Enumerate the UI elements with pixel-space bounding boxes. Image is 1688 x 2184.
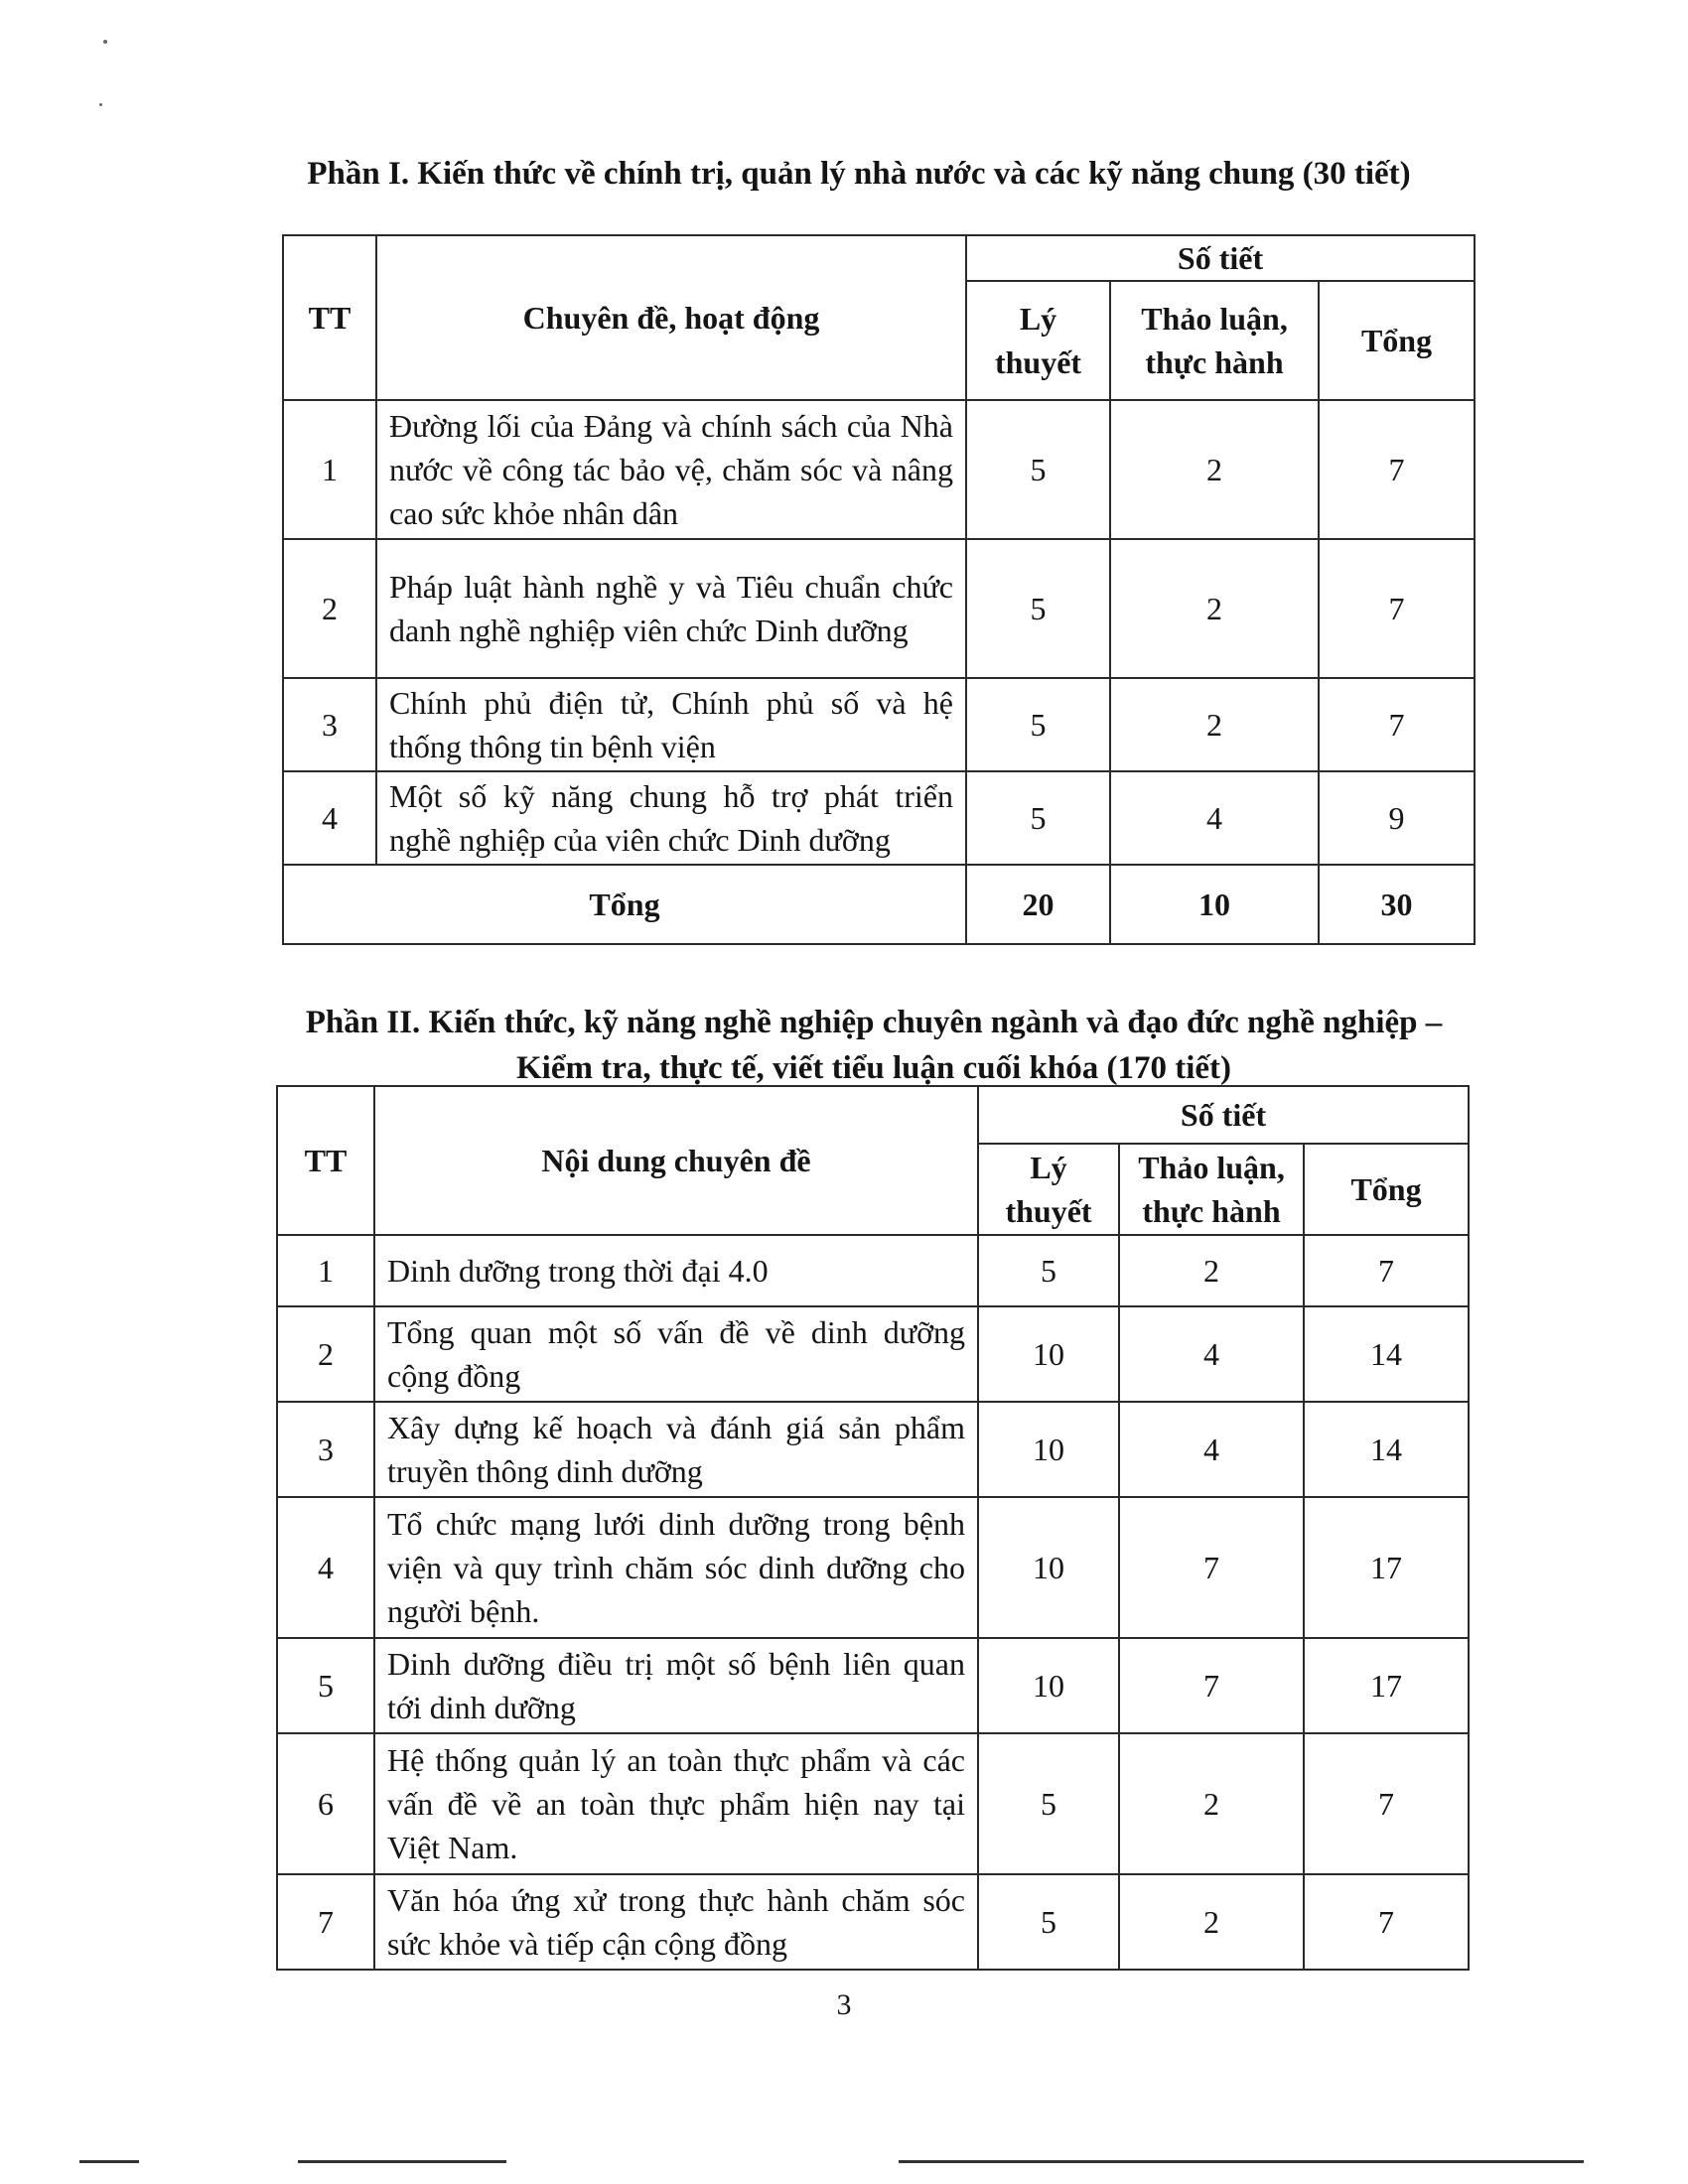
table-row xyxy=(283,400,1475,539)
section1-title: Phần I. Kiến thức về chính trị, quản lý nhà nước và các kỹ năng chung (30 tiết) xyxy=(307,156,1411,192)
row-total: 9 xyxy=(1319,771,1475,865)
header-tt: TT xyxy=(277,1086,374,1235)
row-theory: 5 xyxy=(966,678,1110,771)
table-row xyxy=(277,1402,1469,1497)
header-tt: TT xyxy=(283,235,376,400)
row-practice: 2 xyxy=(1119,1733,1304,1874)
row-theory: 5 xyxy=(966,539,1110,678)
row-tt: 6 xyxy=(277,1733,374,1874)
row-theory: 5 xyxy=(966,771,1110,865)
row-topic: Chính phủ điện tử, Chính phủ số và hệ thống thông tin bệnh viện xyxy=(376,678,966,771)
row-total: 7 xyxy=(1304,1733,1469,1874)
header-periods: Số tiết xyxy=(978,1086,1469,1144)
table-row xyxy=(277,1733,1469,1874)
row-practice: 2 xyxy=(1110,678,1319,771)
row-tt: 3 xyxy=(277,1402,374,1497)
row-practice: 2 xyxy=(1119,1874,1304,1970)
row-topic: Dinh dưỡng trong thời đại 4.0 xyxy=(374,1235,978,1306)
table-row xyxy=(277,1235,1469,1306)
row-topic: Tổ chức mạng lưới dinh dưỡng trong bệnh viện và quy trình chăm sóc dinh dưỡng cho người bệnh. xyxy=(374,1497,978,1638)
table-row xyxy=(283,771,1475,865)
total-theory: 20 xyxy=(966,865,1110,944)
page-number: 3 xyxy=(836,1988,852,2021)
row-theory: 5 xyxy=(966,400,1110,539)
row-topic: Tổng quan một số vấn đề về dinh dưỡng cộng đồng xyxy=(374,1306,978,1402)
table-row xyxy=(283,539,1475,678)
row-tt: 1 xyxy=(283,400,376,539)
row-theory: 10 xyxy=(978,1497,1119,1638)
total-label: Tổng xyxy=(283,865,966,944)
table-row xyxy=(277,1497,1469,1638)
table-total-row xyxy=(283,865,1475,944)
header-theory: Lý thuyết xyxy=(978,1144,1119,1235)
row-tt: 1 xyxy=(277,1235,374,1306)
section2-title: Phần II. Kiến thức, kỹ năng nghề nghiệp chuyên ngành và đạo đức nghề nghiệp – Kiểm tra, thực tế, viết tiểu luận cuối khóa (170 tiết) xyxy=(305,1005,1443,1086)
row-total: 14 xyxy=(1304,1402,1469,1497)
row-topic: Xây dựng kế hoạch và đánh giá sản phẩm truyền thông dinh dưỡng xyxy=(374,1402,978,1497)
header-practice: Thảo luận, thực hành xyxy=(1119,1144,1304,1235)
header-topic: Nội dung chuyên đề xyxy=(374,1086,978,1235)
row-topic: Pháp luật hành nghề y và Tiêu chuẩn chức danh nghề nghiệp viên chức Dinh dưỡng xyxy=(376,539,966,678)
row-tt: 5 xyxy=(277,1638,374,1733)
header-theory: Lý thuyết xyxy=(966,281,1110,400)
table-row xyxy=(283,678,1475,771)
section1-table xyxy=(282,234,1476,945)
row-tt: 3 xyxy=(283,678,376,771)
row-practice: 7 xyxy=(1119,1638,1304,1733)
row-topic: Một số kỹ năng chung hỗ trợ phát triển nghề nghiệp của viên chức Dinh dưỡng xyxy=(376,771,966,865)
scan-edge-line xyxy=(79,2160,139,2163)
row-theory: 10 xyxy=(978,1402,1119,1497)
row-total: 17 xyxy=(1304,1497,1469,1638)
total-total: 30 xyxy=(1319,865,1475,944)
scan-edge-line xyxy=(298,2160,506,2163)
table-row xyxy=(277,1306,1469,1402)
header-total: Tổng xyxy=(1319,281,1475,400)
row-theory: 5 xyxy=(978,1874,1119,1970)
row-topic: Hệ thống quản lý an toàn thực phẩm và các vấn đề về an toàn thực phẩm hiện nay tại Việt Nam. xyxy=(374,1733,978,1874)
row-topic: Dinh dưỡng điều trị một số bệnh liên quan tới dinh dưỡng xyxy=(374,1638,978,1733)
scan-edge-line xyxy=(899,2160,1584,2163)
row-practice: 7 xyxy=(1119,1497,1304,1638)
header-practice: Thảo luận, thực hành xyxy=(1110,281,1319,400)
row-topic: Văn hóa ứng xử trong thực hành chăm sóc sức khỏe và tiếp cận cộng đồng xyxy=(374,1874,978,1970)
header-topic: Chuyên đề, hoạt động xyxy=(376,235,966,400)
row-tt: 4 xyxy=(283,771,376,865)
row-tt: 4 xyxy=(277,1497,374,1638)
table-row xyxy=(277,1874,1469,1970)
row-tt: 2 xyxy=(283,539,376,678)
row-total: 7 xyxy=(1304,1235,1469,1306)
row-practice: 4 xyxy=(1119,1402,1304,1497)
row-tt: 2 xyxy=(277,1306,374,1402)
row-tt: 7 xyxy=(277,1874,374,1970)
section2-table xyxy=(276,1085,1470,1971)
header-total: Tổng xyxy=(1304,1144,1469,1235)
row-practice: 4 xyxy=(1110,771,1319,865)
row-theory: 5 xyxy=(978,1235,1119,1306)
row-practice: 2 xyxy=(1119,1235,1304,1306)
scan-speck xyxy=(99,103,102,106)
row-total: 17 xyxy=(1304,1638,1469,1733)
table-row xyxy=(277,1638,1469,1733)
row-topic: Đường lối của Đảng và chính sách của Nhà nước về công tác bảo vệ, chăm sóc và nâng cao sức khỏe nhân dân xyxy=(376,400,966,539)
header-periods: Số tiết xyxy=(966,235,1475,281)
row-theory: 10 xyxy=(978,1638,1119,1733)
row-total: 14 xyxy=(1304,1306,1469,1402)
total-practice: 10 xyxy=(1110,865,1319,944)
row-theory: 5 xyxy=(978,1733,1119,1874)
row-theory: 10 xyxy=(978,1306,1119,1402)
scan-speck xyxy=(103,40,107,44)
row-practice: 4 xyxy=(1119,1306,1304,1402)
row-total: 7 xyxy=(1319,539,1475,678)
row-total: 7 xyxy=(1319,400,1475,539)
row-total: 7 xyxy=(1304,1874,1469,1970)
row-practice: 2 xyxy=(1110,400,1319,539)
row-total: 7 xyxy=(1319,678,1475,771)
row-practice: 2 xyxy=(1110,539,1319,678)
